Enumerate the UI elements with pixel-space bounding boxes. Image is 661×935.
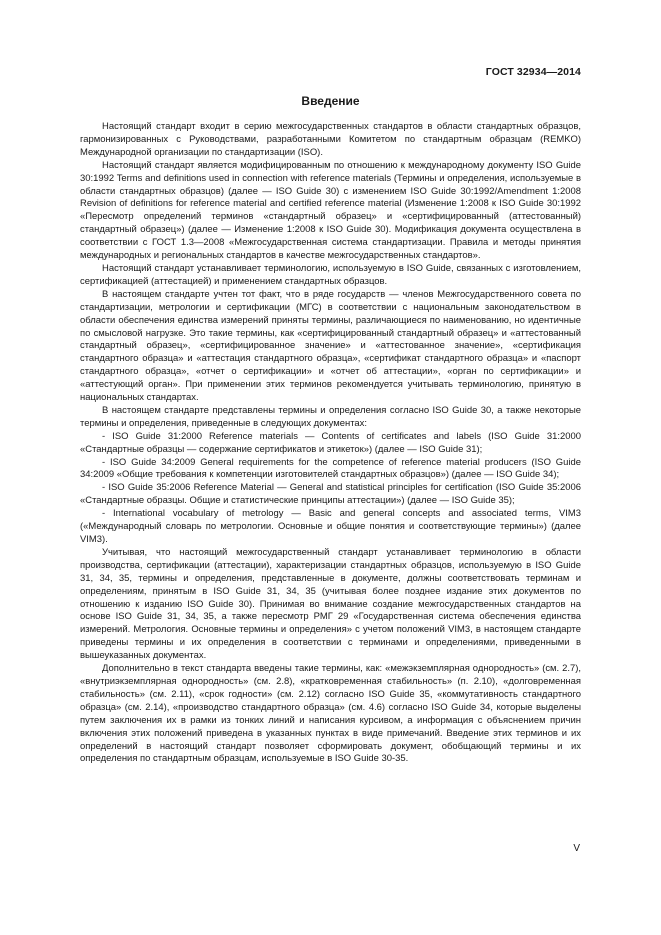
list-item: - International vocabulary of metrology — Basic and general concepts and associated terms, VIM3 («Международный словарь по метрологии. Основные и общие понятия и соответствующие термины») (далее VIM3). bbox=[80, 508, 581, 545]
paragraph: В настоящем стандарте представлены термины и определения согласно ISO Guide 30, а также некоторые термины и определения, приведенные в следующих документах: bbox=[80, 404, 581, 429]
paragraph: В настоящем стандарте учтен тот факт, что в ряде государств — членов Межгосударственного совета по стандартизации, метрологии и сертификации (МГС) в соответствии с национальным законодательством в области обеспечения единства измерений приняты термины, различающиеся по наименованию, но идентичные по смысловой нагрузке. Это такие термины, как «сертифицированный стандартный образец» и «аттестованный стандартный образец», «сертифицированное значение» и «аттестованное значение», «сертификация стандартного образца» и «аттестация стандартного образца», «сертификат стандартного образца» и «паспорт стандартного образца», «отчет о сертификации» и «отчет об аттестации», «орган по сертификации» и «аттестующий орган». При применении этих терминов рекомендуется учитывать терминологию, принятую в национальных стандартах. bbox=[80, 288, 581, 404]
paragraph: Настоящий стандарт входит в серию межгосударственных стандартов в области стандартных образцов, гармонизированных с Руководствами, разработанными Комитетом по стандартным образцам (REMKO) Международной организации по стандартизации (ISO). bbox=[80, 121, 581, 158]
page-number: V bbox=[573, 843, 580, 854]
paragraph: Дополнительно в текст стандарта введены такие термины, как: «межэкземплярная однородность» (см. 2.7), «внутриэкземплярная однородность» (см. 2.8), «кратковременная стабильность» (п. 2.10), «долговременная стабильность» (см. 2.11), «срок годности» (см. 2.12) согласно ISO Guide 35, «коммутативность стандартного образца» (см. 2.14), «производство стандартного образца» (см. 4.6) согласно ISO Guide 34, которые выделены путем заключения их в рамки из тонких линий и написания курсивом, а информация с объяснением причин включения этих положений приведена в указанных пунктах в виде примечаний. Введение этих терминов и их определений в настоящий стандарт позволяет сформировать документ, обобщающий термины и их определения по стандартным образцам, используемые в ISO Guide 30-35. bbox=[80, 663, 581, 765]
list-item: - ISO Guide 34:2009 General requirements for the competence of reference material producers (ISO Guide 34:2009 «Общие требования к компетенции изготовителей стандартных образцов») (далее — ISO Guide 34); bbox=[80, 456, 581, 481]
paragraph: Настоящий стандарт является модифицированным по отношению к международному документу ISO Guide 30:1992 Terms and definitions used in connection with reference materials (Термины и определения, используемые в области стандартных образцов) (далее — ISO Guide 30) с изменением ISO Guide 30:1992/Amendment 1:2008 Revision of definitions for reference material and certified reference material (Изменение 1:2008 к ISO Guide 30:1992 «Пересмотр определений терминов «стандартный образец» и «сертифицированный (аттестованный) стандартный образец») (далее — Изменение 1:2008 к ISO Guide 30). Модификация документа осуществлена в соответствии с ГОСТ 1.3—2008 «Межгосударственная система стандартизации. Правила и методы принятия международных и региональных стандартов в качестве межгосударственных стандартов». bbox=[80, 159, 581, 262]
paragraph: Учитывая, что настоящий межгосударственный стандарт устанавливает терминологию в области производства, сертификации (аттестации), характеризации стандартных образцов, используемую в ISO Guide 31, 34, 35, термины и определения, представленные в документе, должны соответствовать терминам и определениям, принятым в ISO Guide 31, 34, 35 (учитывая более позднее издание этих документов по отношению к изданию ISO Guide 30). Принимая во внимание создание межгосударственных стандартов на основе ISO Guide 31, 34, 35, а также пересмотр РМГ 29 «Государственная система обеспечения единства измерений. Метрология. Основные термины и определения» с учетом положений VIM3, в настоящем стандарте приведены термины и их определения в соответствии с терминами и определениями, приведенными в вышеуказанных документах. bbox=[80, 546, 581, 662]
list-item: - ISO Guide 31:2000 Reference materials — Contents of certificates and labels (ISO Guide 31:2000 «Стандартные образцы — содержание сертификатов и этикеток») (далее — ISO Guide 31); bbox=[80, 430, 581, 455]
introduction-body bbox=[80, 121, 581, 766]
document-code: ГОСТ 32934—2014 bbox=[485, 66, 581, 78]
paragraph: Настоящий стандарт устанавливает терминологию, используемую в ISO Guide, связанных с изготовлением, сертификацией (аттестацией) и применением стандартных образцов. bbox=[80, 262, 581, 287]
list-item: - ISO Guide 35:2006 Reference Material — General and statistical principles for certification (ISO Guide 35:2006 «Стандартные образцы. Общие и статистические принципы аттестации») (далее — ISO Guide 35); bbox=[80, 482, 581, 507]
section-title: Введение bbox=[301, 94, 360, 108]
